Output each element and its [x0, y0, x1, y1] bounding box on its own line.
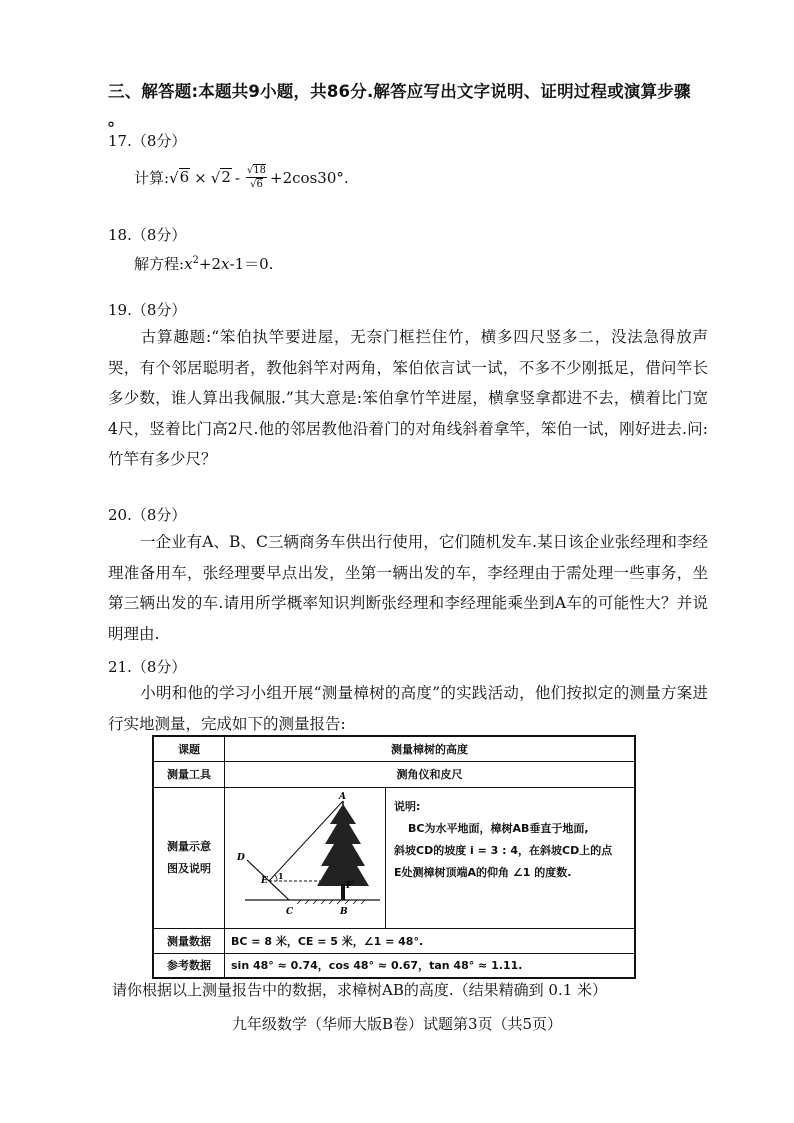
cell-data-label: 测量数据 — [153, 928, 225, 953]
measurement-report-table — [152, 735, 636, 979]
label-B: B — [340, 906, 348, 917]
diagram-label-line1: 测量示意 — [167, 839, 211, 853]
frac-den-arg: 6 — [256, 179, 263, 190]
var-x: x — [184, 255, 193, 273]
cell-diagram-label — [153, 787, 225, 928]
label-angle-1: 1 — [278, 870, 284, 881]
minus-sign: - — [234, 169, 240, 187]
q21-paragraph — [108, 678, 708, 739]
q17-header: 17.（8分） — [108, 132, 187, 150]
note-title: 说明: — [394, 799, 421, 813]
table-row — [153, 928, 635, 953]
sqrt-6: √ 6 — [169, 168, 190, 187]
diagram-area — [225, 788, 386, 928]
q21-text: 小明和他的学习小组开展“测量樟树的高度”的实践活动，他们按拟定的测量方案进行实地测量，完成如下的测量报告: — [108, 684, 708, 733]
label-A: A — [339, 791, 346, 802]
times-sign: × — [194, 169, 207, 187]
q17-formula — [134, 163, 349, 193]
diagram-description — [386, 788, 634, 928]
exponent: 2 — [192, 255, 199, 266]
note-line-2: 斜坡CD的坡度 i = 3 : 4，在斜坡CD上的点 — [394, 843, 613, 857]
tree-measurement-diagram — [225, 788, 385, 928]
note-line-1: BC为水平地面，樟树AB垂直于地面, — [408, 821, 589, 835]
label-F: F — [346, 880, 353, 891]
q20-header: 20.（8分） — [108, 506, 187, 524]
cell-diagram — [225, 787, 636, 928]
q18-header: 18.（8分） — [108, 226, 187, 244]
var-x-2: x — [221, 255, 230, 273]
q18-equation — [134, 251, 273, 274]
cell-tools-value: 测角仪和皮尺 — [225, 761, 636, 787]
sqrt-6-arg: 6 — [179, 168, 190, 186]
cell-data-value: BC = 8 米，CE = 5 米，∠1 = 48°. — [225, 928, 636, 953]
fraction-numerator: √18 — [246, 165, 267, 176]
q19-text: 古算趣题:“笨伯执竿要进屋，无奈门框拦住竹，横多四尺竖多二，没法急得放声哭，有个邻居聪明者，教他斜竿对两角，笨伯依言试一试，不多不少刚抵足，借问竿长多少数，谁人算出我佩服.”其大意是:笨伯拿竹竿进屋，横拿竖拿都进不去，横着比门宽4尺，竖着比门高2尺.他的邻居教他沿着门的对角线斜着拿竿，笨伯一试，刚好进去.问:竹竿有多少尺？ — [108, 328, 708, 468]
label-D: D — [237, 852, 245, 863]
cell-topic-label: 课题 — [153, 736, 225, 761]
q19-header: 19.（8分） — [108, 301, 187, 319]
section-title-end: 。 — [108, 110, 125, 129]
section-title — [108, 78, 708, 134]
sqrt-2: √ 2 — [210, 168, 231, 187]
cell-reference-value: sin 48° ≈ 0.74，cos 48° ≈ 0.67，tan 48° ≈ 1.11. — [225, 953, 636, 978]
q19-paragraph — [108, 322, 708, 475]
note-line-3: E处测樟树顶端A的仰角 ∠1 的度数. — [394, 865, 572, 879]
table-row — [153, 736, 635, 761]
page-footer: 九年级数学（华师大版B卷）试题第3页（共5页） — [231, 1015, 563, 1033]
label-C: C — [286, 906, 294, 917]
cell-topic-value: 测量樟树的高度 — [225, 736, 636, 761]
diagram-label-line2: 图及说明 — [167, 861, 211, 875]
q21-header: 21.（8分） — [108, 658, 187, 676]
q18-tail: -1＝0. — [229, 255, 274, 273]
cell-tools-label: 测量工具 — [153, 761, 225, 787]
q20-paragraph — [108, 527, 708, 649]
fraction-denominator: √6 — [250, 179, 263, 190]
q18-prefix: 解方程: — [134, 255, 185, 273]
table-row — [153, 761, 635, 787]
table-row — [153, 953, 635, 978]
q20-text: 一企业有A、B、C三辆商务车供出行使用，它们随机发车.某日该企业张经理和李经理准备用车，张经理要早点出发，坐第一辆出发的车，李经理由于需处理一些事务，坐第三辆出发的车.请用所学概率知识判断张经理和李经理能乘坐到A车的可能性大？并说明理由. — [108, 533, 708, 643]
q17-prefix: 计算: — [134, 169, 170, 187]
cell-reference-label: 参考数据 — [153, 953, 225, 978]
frac-num-arg: 18 — [253, 165, 267, 176]
q21-question: 请你根据以上测量报告中的数据，求樟树AB的高度.（结果精确到 0.1 米） — [112, 981, 608, 999]
section-title-text: 三、解答题:本题共9小题，共86分.解答应写出文字说明、证明过程或演算步骤 — [108, 82, 691, 101]
q18-mid: +2 — [198, 255, 222, 273]
table-row — [153, 787, 635, 928]
fraction — [246, 165, 267, 191]
sqrt-2-arg: 2 — [221, 168, 231, 186]
q17-tail: +2cos30°. — [270, 169, 349, 187]
label-E: E — [261, 875, 268, 886]
